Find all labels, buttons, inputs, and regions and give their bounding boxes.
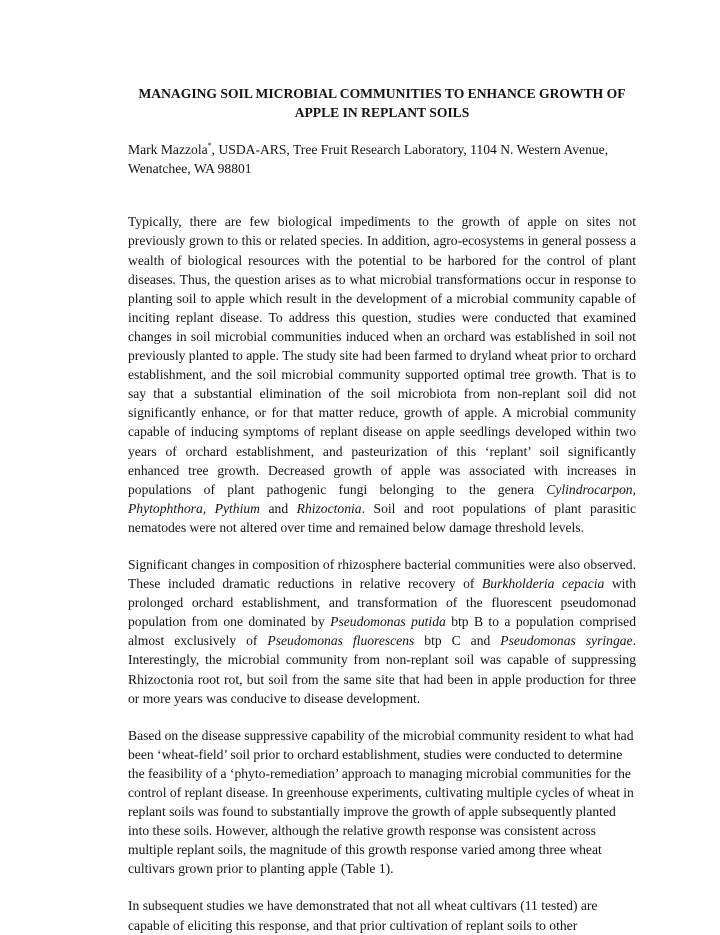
- paragraph-1: [128, 212, 636, 537]
- paragraph-4: In subsequent studies we have demonstrated that not all wheat cultivars (11 tested) are capable of eliciting this response, and that prior cultivation of replant soils to other: [128, 898, 598, 933]
- paragraph-2-text-c: btp B to a population comprised almost exclusively of: [128, 614, 636, 649]
- paragraph-2-text-d: btp C and: [414, 633, 501, 649]
- paragraph-1-genera-a: Cylindrocarpon, Phytophthora, Pythium: [128, 481, 636, 516]
- author-name: Mark Mazzola: [128, 142, 208, 158]
- paragraph-2-text-b: with prolonged orchard establishment, and transformation of the fluorescent pseudomonad population from one dominated by: [128, 576, 637, 630]
- paragraph-2-species-4: Pseudomonas syringae: [500, 633, 633, 649]
- paragraph-1-genera-b: Rhizoctonia: [296, 500, 362, 516]
- paragraph-2: [128, 555, 636, 708]
- paragraph-2-species-3: Pseudomonas fluorescens: [267, 633, 415, 649]
- author-line: [128, 140, 636, 178]
- paragraph-2-species-2: Pseudomonas putida: [330, 614, 446, 630]
- paragraph-1-text-b: . Soil and root populations of plant parasitic nematodes were not altered over time and remained below damage threshold levels.: [128, 500, 636, 535]
- paragraph-1-and: and: [259, 500, 297, 516]
- paragraph-3: Based on the disease suppressive capability of the microbial community resident to what had been ‘wheat-field’ soil prior to orchard establishment, studies were conducted to determine the feasibility of a ‘phyto-remediation’ approach to managing microbial communities for the control of replant disease. In greenhouse experiments, cultivating multiple cycles of wheat in replant soils was found to substantially improve the growth of apple subsequently planted into these soils. However, although the relative growth response was consistent across multiple replant soils, the magnitude of this growth response varied among three wheat cultivars grown prior to planting apple (Table 1).: [128, 727, 634, 877]
- paper-page: [128, 84, 636, 935]
- paper-title: MANAGING SOIL MICROBIAL COMMUNITIES TO ENHANCE GROWTH OF APPLE IN REPLANT SOILS: [138, 86, 626, 121]
- paragraph-2-text-a: Significant changes in composition of rhizosphere bacterial communities were also observed. These included dramatic reductions in relative recovery of: [128, 556, 636, 592]
- paragraph-1-text-a: Typically, there are few biological impediments to the growth of apple on sites not previously grown to this or related species. In addition, agro-ecosystems in general possess a wealth of biological resources with the potential to be harbored for the control of plant diseases. Thus, the question arises as to what microbial transformations occur in response to planting soil to apple which result in the development of a microbial community capable of inciting replant disease. To address this question, studies were conducted that examined changes in soil microbial communities induced when an orchard was established in soil not previously planted to apple. The study site had been farmed to dryland wheat prior to orchard establishment, and the soil microbial community supported optimal tree growth. That is to say that a substantial elimination of the soil microbiota from non-replant soil did not significantly enhance, or for that matter reduce, growth of apple. A microbial community capable of inducing symptoms of replant disease on apple seedlings developed within two years of orchard establishment, and pasteurization of this ‘replant’ soil significantly enhanced tree growth. Decreased growth of apple was associated with increases in populations of plant pathogenic fungi belonging to the genera: [128, 214, 636, 497]
- author-marker: *: [207, 141, 212, 151]
- author-affiliation: , USDA-ARS, Tree Fruit Research Laboratory, 1104 N. Western Avenue, Wenatchee, WA 98801: [128, 142, 609, 177]
- paragraph-2-species-1: Burkholderia cepacia: [481, 576, 605, 592]
- paragraph-2-text-e: . Interestingly, the microbial community from non-replant soil was capable of suppressing Rhizoctonia root rot, but soil from the same site that had been in apple production for three or more years was conducive to disease development.: [128, 633, 636, 706]
